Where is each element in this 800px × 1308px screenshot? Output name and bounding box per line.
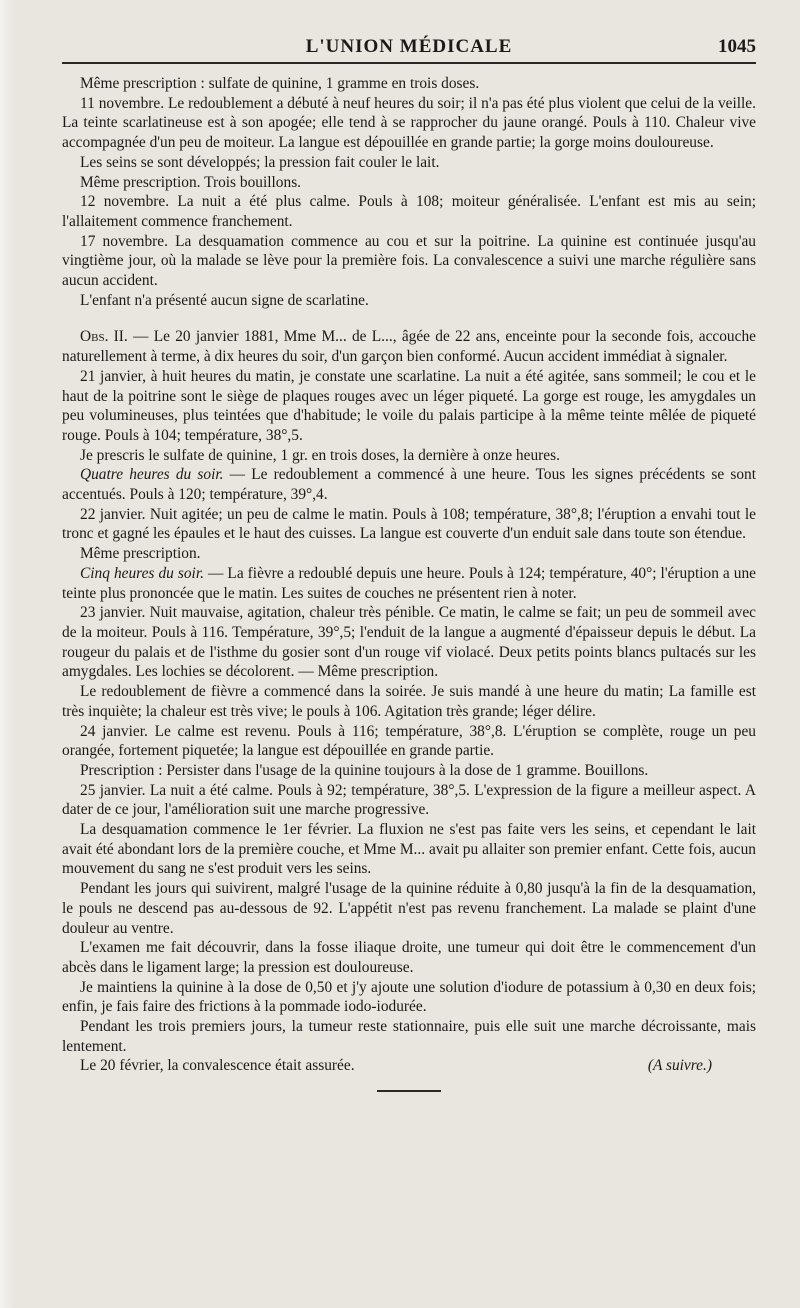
paragraph: Prescription : Persister dans l'usage de la quinine toujours à la dose de 1 gramme. Bouillons. — [80, 761, 649, 779]
observation-label: Obs. II. — [80, 328, 128, 346]
paragraph: Même prescription. — [80, 545, 201, 563]
paragraph: Je maintiens la quinine à la dose de 0,50 et j'y ajoute une solution d'iodure de potassium à 0,30 en deux fois; enfin, je fais faire des frictions à la pommade iodo-iodurée. — [62, 978, 756, 1016]
paragraph: La desquamation commence le 1er février. La fluxion ne s'est pas faite vers les seins, et cependant le lait avait été abondant lors de la première couche, et Mme M... avait pu allaiter son premier enfant. Cette fois, aucun mouvement du sang ne s'est produit vers les seins. — [62, 821, 756, 878]
observation-paragraph — [62, 327, 756, 366]
paragraph: Pendant les trois premiers jours, la tumeur reste stationnaire, puis elle suit une marche décroissante, mais lentement. — [62, 1018, 756, 1055]
journal-title: L'UNION MÉDICALE — [305, 36, 513, 57]
running-head — [62, 34, 756, 64]
paragraph: Pendant les jours qui suivirent, malgré l'usage de la quinine réduite à 0,80 jusqu'à la fin de la desquamation, le pouls ne descend pas au-dessous de 92. L'appétit n'est pas revenu franchement. La malade se plaint d'une douleur au ventre. — [62, 880, 756, 937]
paragraph: L'enfant n'a présenté aucun signe de scarlatine. — [80, 291, 369, 309]
observation-text: — Le 20 janvier 1881, Mme M... de L..., âgée de 22 ans, enceinte pour la seconde fois, accouche naturellement à terme, à dix heures du soir, d'un garçon bien conformé. Aucun accident immédiat à signaler. — [62, 328, 756, 366]
page-number: 1045 — [718, 36, 756, 57]
closing-paragraph: Le 20 février, la convalescence était assurée. (A suivre.) — [80, 1057, 712, 1075]
paragraph: Je prescris le sulfate de quinine, 1 gr. en trois doses, la dernière à onze heures. — [80, 446, 560, 464]
time-heading: Cinq heures du soir. — [80, 564, 204, 582]
paragraph: 11 novembre. Le redoublement a débuté à neuf heures du soir; il n'a pas été plus violent que celui de la veille. La teinte scarlatineuse est à son apogée; elle tend à se rapprocher du jaune orangé. Pouls à 110. Chaleur vive accompagnée d'un peu de moiteur. La langue est dépouillée en grande partie; la gorge moins douloureuse. — [62, 94, 756, 152]
paragraph: Quatre heures du soir. — Le redoublement a commencé à une heure. Tous les signes précédents se sont accentués. Pouls à 120; température, 39°,4. — [62, 466, 756, 504]
paragraph: Même prescription. Trois bouillons. — [80, 173, 302, 191]
paragraph: 17 novembre. La desquamation commence au cou et sur la poitrine. La quinine est continuée jusqu'au vingtième jour, où la malade se lève pour la première fois. La convalescence a suivi une marche régulière sans aucun accident. — [62, 232, 756, 290]
paragraph: Le redoublement de fièvre a commencé dans la soirée. Je suis mandé à une heure du matin; La famille est très inquiète; la chaleur est très vive; le pouls à 106. Agitation très grande; léger délire. — [62, 683, 756, 720]
article-body — [62, 74, 756, 1076]
paragraph: 21 janvier, à huit heures du matin, je constate une scarlatine. La nuit a été agitée, sans sommeil; le cou et le haut de la poitrine sont le siège de plaques rouges avec un léger piqueté. La gorge est rouge, les amygdales un peu volumineuses, plus teintées que d'habitude; le voile du palais participe à la même teinte mêlée de piqueté rouge. Pouls à 104; température, 38°,5. — [62, 367, 756, 444]
paragraph: 25 janvier. La nuit a été calme. Pouls à 92; température, 38°,5. L'expression de la figure a meilleur aspect. A dater de ce jour, l'amélioration suit une marche progressive. — [62, 781, 756, 819]
paragraph: Les seins se sont développés; la pression fait couler le lait. — [80, 153, 440, 171]
paragraph: 12 novembre. La nuit a été plus calme. Pouls à 108; moiteur généralisée. L'enfant est mis au sein; l'allaitement commence franchement. — [62, 193, 756, 230]
to-be-continued: (A suivre.) — [647, 1057, 712, 1075]
paragraph: 22 janvier. Nuit agitée; un peu de calme le matin. Pouls à 108; température, 38°,8; l'éruption a envahi tout le tronc et gagné les épaules et le haut des cuisses. La langue est couverte d'un enduit sale dans toute son étendue. — [62, 505, 756, 543]
paragraph: 24 janvier. Le calme est revenu. Pouls à 116; température, 38°,8. L'éruption se complète, rouge un peu orangée, fortement piquetée; la langue est dépouillée en grande partie. — [62, 722, 756, 760]
time-heading: Quatre heures du soir. — [80, 466, 224, 484]
end-rule — [377, 1090, 441, 1092]
paragraph: Cinq heures du soir. — La fièvre a redoublé depuis une heure. Pouls à 124; température, 40°; l'éruption a une teinte plus prononcée que le matin. Les suites de couches ne présentent rien à noter. — [62, 564, 756, 602]
paragraph: 23 janvier. Nuit mauvaise, agitation, chaleur très pénible. Ce matin, le calme se fait; un peu de sommeil avec de la moiteur. Pouls à 116. Température, 39°,5; l'enduit de la langue a augmenté d'épaisseur depuis le début. La rougeur du palais et de l'isthme du gosier sont d'un rouge vif violacé. Deux petits points blancs pultacés sur les amygdales. Les lochies se décolorent. — Même prescription. — [62, 604, 756, 681]
paragraph: L'examen me fait découvrir, dans la fosse iliaque droite, une tumeur qui doit être le commencement d'un abcès dans le ligament large; la pression est douloureuse. — [62, 939, 756, 976]
paragraph: Même prescription : sulfate de quinine, 1 gramme en trois doses. — [80, 75, 480, 92]
